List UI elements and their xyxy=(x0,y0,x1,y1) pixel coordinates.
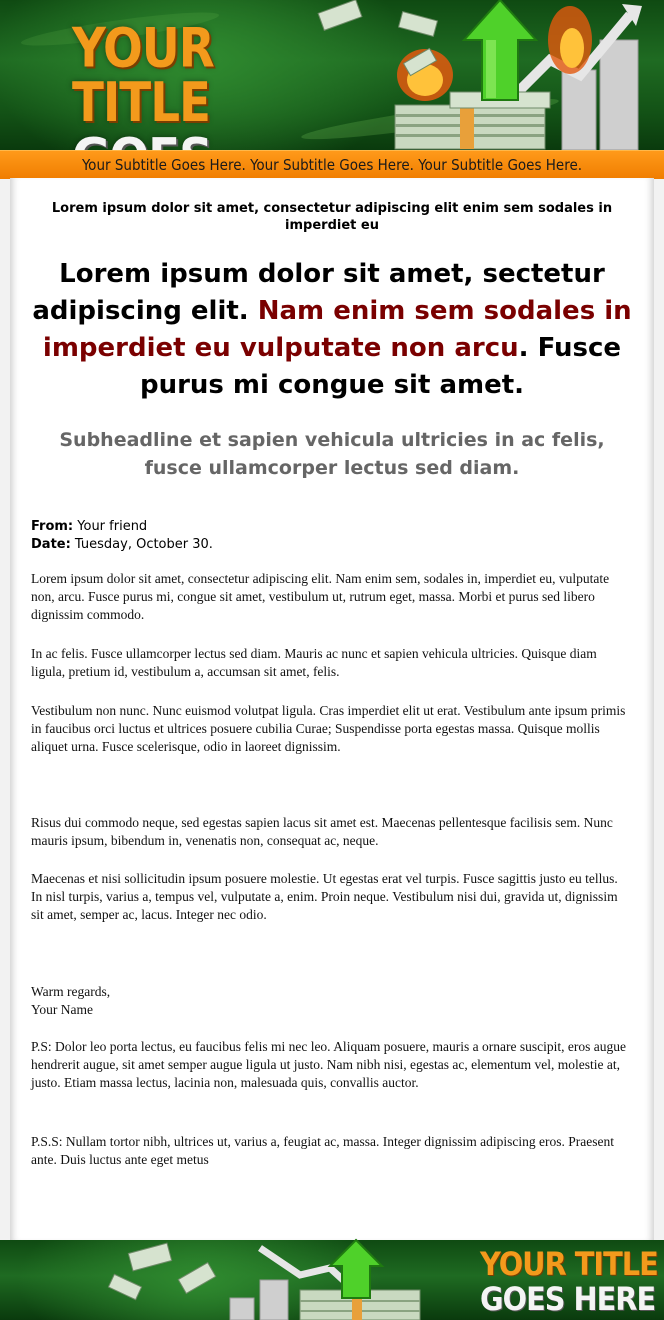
from-value: Your friend xyxy=(73,519,148,534)
headline-part-2: . Fusce purus mi congue sit amet. xyxy=(139,333,622,400)
money-graphic xyxy=(300,0,664,150)
body-paragraph: Risus dui commodo neque, sed egestas sapien lacus sit amet est. Maecenas pellentesque facilisis sem. Nunc mauris ipsum, bibendum in, venenatis non, consequat ac, neque. xyxy=(31,815,613,848)
signoff-greeting: Warm regards, xyxy=(31,984,111,999)
footer-logo xyxy=(480,1245,660,1318)
date-value: Tuesday, October 30. xyxy=(70,537,213,552)
flying-bill-icon xyxy=(318,0,437,76)
body-paragraph: In ac felis. Fusce ullamcorper lectus sed diam. Mauris ac nunc et sapien vehicula ultricies. Quisque diam ligula, pretium id, vestibulum a, accumsan sit amet, felis. xyxy=(31,646,597,679)
money-stack-icon xyxy=(395,92,550,149)
subheadline: Subheadline et sapien vehicula ultricies in ac felis, fusce ullamcorper lectus sed diam. xyxy=(59,429,605,479)
headline-highlight: Nam enim sem sodales in imperdiet eu vulputate non arcu xyxy=(42,296,632,363)
date-label: Date: xyxy=(31,537,71,552)
logo-line-1: YOUR TITLE xyxy=(72,17,214,135)
footer-logo-line-1: YOUR TITLE xyxy=(480,1245,658,1283)
ps-paragraph: P.S: Dolor leo porta lectus, eu faucibus felis mi nec leo. Aliquam posuere, mauris a ornare suscipit, eros augue hendrerit augue, sit amet semper augue ligula ut justo. Nam nibh nisi, egestas ac, elementum vel, molestie at, justo. Etiam massa lectus, lacinia non, malesuada quis, convallis auctor. xyxy=(31,1039,626,1090)
lead-text: Lorem ipsum dolor sit amet, consectetur adipiscing elit enim sem sodales in imperdiet eu xyxy=(51,201,613,233)
signoff-name: Your Name xyxy=(31,1002,94,1017)
footer-money-graphic xyxy=(100,1240,480,1320)
content-panel xyxy=(10,178,654,1240)
footer-logo-line-2: GOES HERE xyxy=(480,1280,656,1318)
from-date-block xyxy=(31,518,213,554)
signoff xyxy=(31,983,632,1019)
headline xyxy=(24,256,640,404)
subtitle: Your Subtitle Goes Here. Your Subtitle Goes Here. Your Subtitle Goes Here. xyxy=(81,156,583,174)
green-up-arrow-icon xyxy=(330,1240,382,1298)
flying-bill-icon xyxy=(108,1243,215,1300)
bar-chart-icon xyxy=(230,1280,288,1320)
pss-paragraph: P.S.S: Nullam tortor nibh, ultrices ut, varius a, feugiat ac, massa. Integer dignissim adipiscing eros. Praesent ante. Duis luctus ante eget metus xyxy=(31,1134,615,1167)
body-paragraph: Maecenas et nisi sollicitudin ipsum posuere molestie. Ut egestas erat vel turpis. Fusce sagittis justo eu tellus. In nisl turpis, varius a, tempus vel, vulputate a, enim. Proin neque. Vestibulum nisi dui, gravida ut, dignissim sit amet, semper ac, lacus. Integer nec odio. xyxy=(31,871,618,922)
body-paragraph: Lorem ipsum dolor sit amet, consectetur adipiscing elit. Nam enim sem, sodales in, imperdiet eu, vulputate non, arcu. Fusce purus mi, congue sit amet, vestibulum ut, rutrum eget, massa. Morbi et purus sed libero dignissim commodo. xyxy=(31,571,610,622)
footer-banner xyxy=(0,1240,664,1320)
headline-part-1: Lorem ipsum dolor sit amet, sectetur adipiscing elit. xyxy=(32,259,605,326)
body-paragraph: Vestibulum non nunc. Nunc euismod volutpat ligula. Cras imperdiet elit ut erat. Vestibulum ante ipsum primis in faucibus orci luctus et ultrices posuere cubilia Curae; Suspendisse porta egestas massa. Quisque mollis aliquet urna. Fusce scelerisque, odio in laoreet dignissim. xyxy=(31,703,626,754)
header-banner xyxy=(0,0,664,150)
from-label: From: xyxy=(31,519,74,534)
subtitle-bar xyxy=(0,150,664,179)
